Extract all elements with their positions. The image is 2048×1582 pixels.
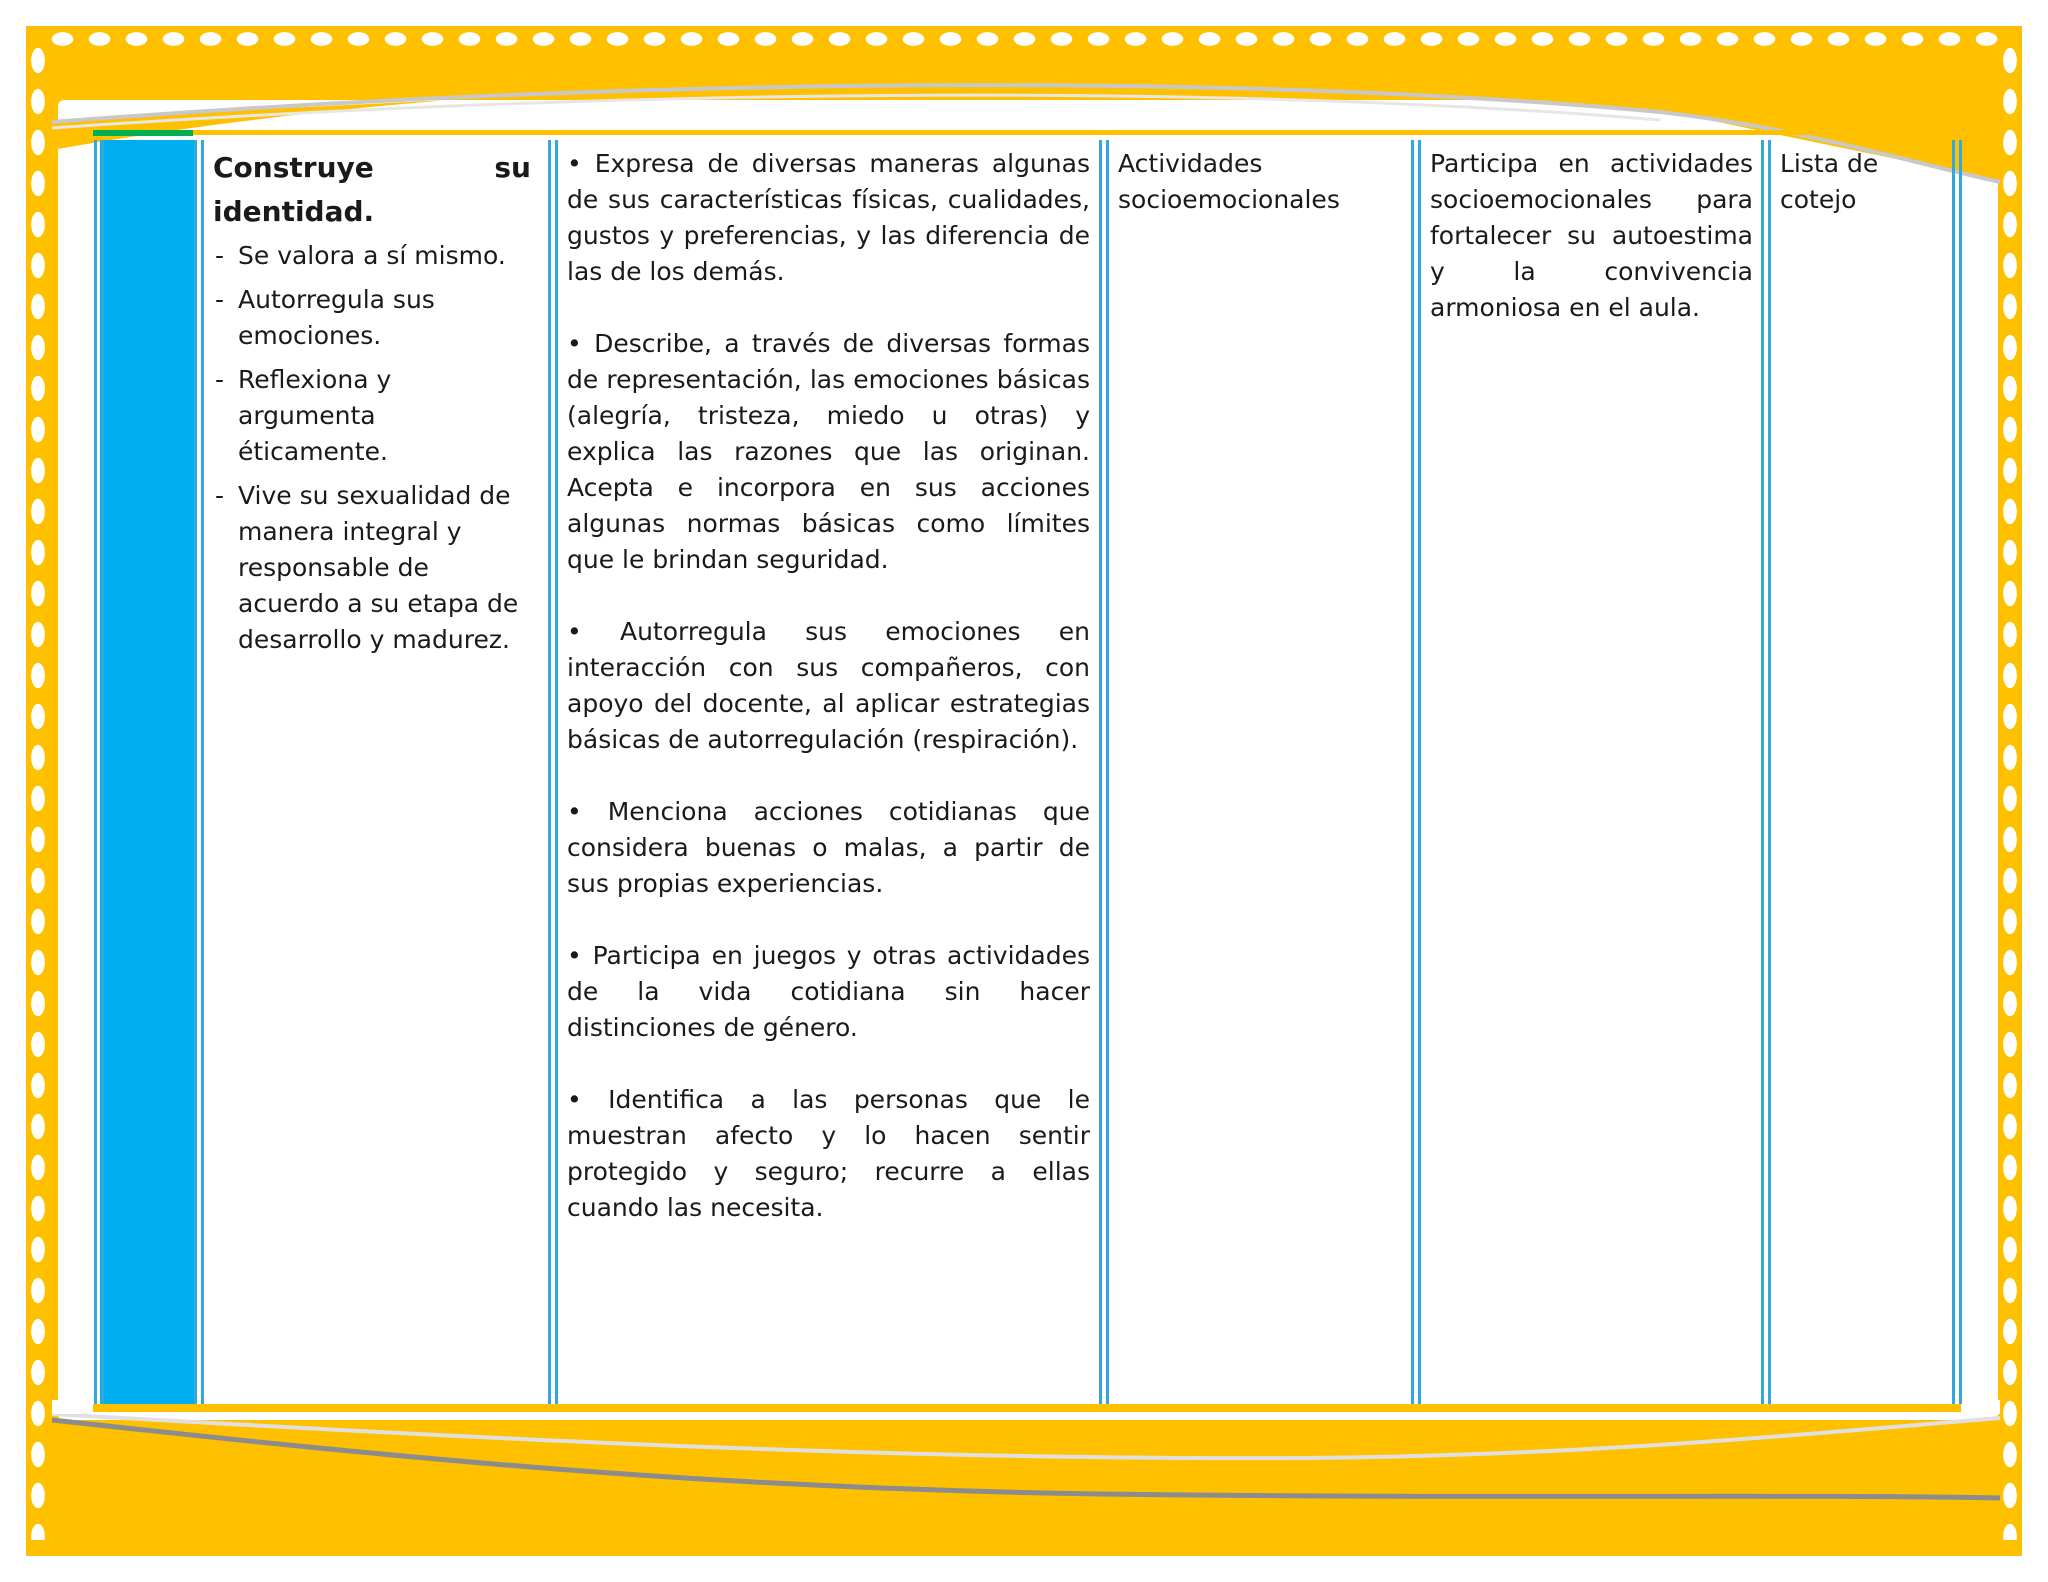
performance-item: • Expresa de diversas maneras algunas de sus características físicas, cualidades, gustos y preferencias, y las diferencia de las de los demás.: [567, 149, 1090, 286]
blue-side-column: [100, 140, 194, 1404]
list-item: - Vive su sexualidad de manera integral y responsable de acuerdo a su etapa de desarrollo y madurez.: [213, 478, 531, 658]
bottom-swoosh: [0, 1400, 2048, 1582]
performance-item: • Menciona acciones cotidianas que considera buenas o malas, a partir de sus propias experiencias.: [567, 797, 1090, 898]
column-rule: [1099, 140, 1109, 1404]
performance-item: • Identifica a las personas que le muestran afecto y lo hacen sentir protegido y seguro; recurre a ellas cuando las necesita.: [567, 1085, 1090, 1222]
list-item: - Se valora a sí mismo.: [213, 238, 531, 274]
frame-dots-left: [29, 40, 47, 1540]
performances-cell: [567, 146, 1090, 1262]
criterion-cell: [1430, 146, 1753, 326]
criterion-text: Participa en actividades socioemocionales para fortalecer su autoestima y la convivencia armoniosa en el aula.: [1430, 149, 1753, 322]
table-top-border: [93, 130, 1961, 135]
frame-dots-right: [2001, 40, 2019, 1540]
instrument-cell: [1780, 146, 1945, 218]
performance-item: • Autorregula sus emociones en interacción con sus compañeros, con apoyo del docente, al aplicar estrategias básicas de autorregulación (respiración).: [567, 617, 1090, 754]
list-item: - Reflexiona y argumenta éticamente.: [213, 362, 531, 470]
column-rule: [194, 140, 204, 1404]
table-bottom-border: [93, 1404, 1961, 1412]
capacity-list: [213, 238, 531, 658]
performance-item: • Participa en juegos y otras actividades de la vida cotidiana sin hacer distinciones de género.: [567, 941, 1090, 1042]
list-item: - Autorregula sus emociones.: [213, 282, 531, 354]
column-rule: [548, 140, 558, 1404]
activity-text: Actividades socioemocionales: [1118, 149, 1340, 214]
activity-cell: [1118, 146, 1403, 218]
performance-item: • Describe, a través de diversas formas de representación, las emociones básicas (alegría, tristeza, miedo u otras) y explica las razones que las originan. Acepta e incorpora en sus acciones algunas normas básicas como límites que le brindan seguridad.: [567, 329, 1090, 574]
column-rule: [1411, 140, 1421, 1404]
table-green-mark: [93, 130, 193, 136]
competency-cell: [213, 146, 531, 666]
instrument-text: Lista de cotejo: [1780, 149, 1879, 214]
column-rule: [1952, 140, 1962, 1404]
competency-title: Construye su identidad.: [213, 151, 531, 228]
column-rule: [94, 140, 104, 1404]
column-rule: [1761, 140, 1771, 1404]
